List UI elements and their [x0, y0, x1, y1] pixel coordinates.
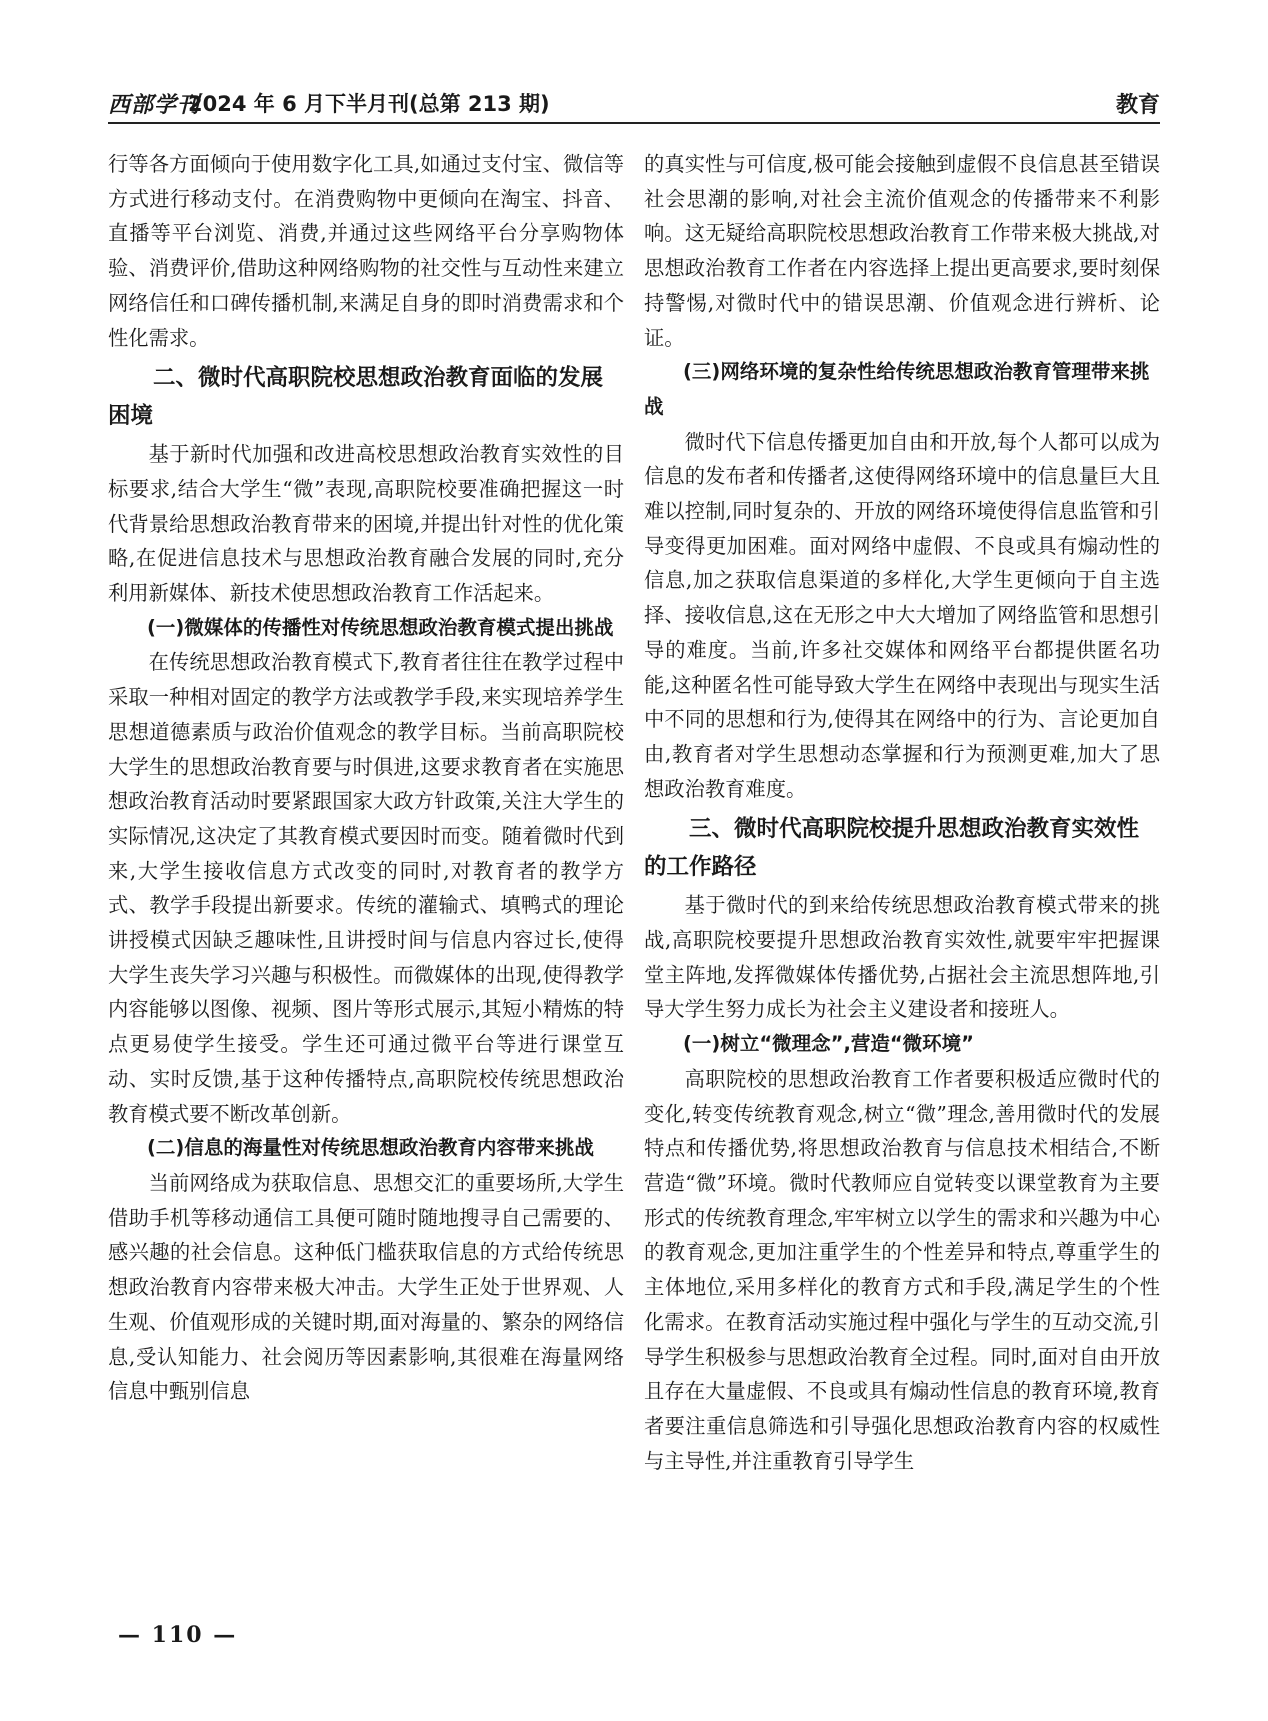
paragraph: 行等各方面倾向于使用数字化工具,如通过支付宝、微信等方式进行移动支付。在消费购物中更倾向在淘宝、抖音、直播等平台浏览、消费,并通过这些网络平台分享购物体验、消费评价,借助这种网络购物的社交性与互动性来建立网络信任和口碑传播机制,来满足自身的即时消费需求和个性化需求。 [108, 152, 624, 350]
right-column [644, 147, 1160, 1587]
paragraph: 高职院校的思想政治教育工作者要积极适应微时代的变化,转变传统教育观念,树立“微”理念,善用微时代的发展特点和传播优势,将思想政治教育与信息技术相结合,不断营造“微”环境。微时代教师应自觉转变以课堂教育为主要形式的传统教育理念,牢牢树立以学生的需求和兴趣为中心的教育观念,更加注重学生的个性差异和特点,尊重学生的主体地位,采用多样化的教育方式和手段,满足学生的个性化需求。在教育活动实施过程中强化与学生的互动交流,引导学生积极参与思想政治教育全过程。同时,面对自由开放且存在大量虚假、不良或具有煽动性信息的教育环境,教育者要注重信息筛选和引导强化思想政治教育内容的权威性与主导性,并注重教育引导学生 [644, 1066, 1160, 1473]
left-column [108, 147, 624, 1587]
subsection-heading: (二)信息的海量性对传统思想政治教育内容带来挑战 [147, 1136, 594, 1160]
issue-info: 2024 年 6 月下半月刊(总第 213 期) [188, 92, 550, 116]
journal-logo: 西部学刊 [108, 92, 201, 118]
subsection-heading: (一)微媒体的传播性对传统思想政治教育模式提出挑战 [147, 615, 614, 639]
page-number: — 110 — [118, 1622, 238, 1648]
paragraph: 的真实性与可信度,极可能会接触到虚假不良信息甚至错误社会思潮的影响,对社会主流价值观念的传播带来不利影响。这无疑给高职院校思想政治教育工作带来极大挑战,对思想政治教育工作者在内容选择上提出更高要求,要时刻保持警惕,对微时代中的错误思潮、价值观念进行辨析、论证。 [644, 152, 1160, 350]
paragraph: 在传统思想政治教育模式下,教育者往往在教学过程中采取一种相对固定的教学方法或教学手段,来实现培养学生思想道德素质与政治价值观念的教学目标。当前高职院校大学生的思想政治教育要与时俱进,这要求教育者在实施思想政治教育活动时要紧跟国家大政方针政策,关注大学生的实际情况,这决定了其教育模式要因时而变。随着微时代到来,大学生接收信息方式改变的同时,对教育者的教学方式、教学手段提出新要求。传统的灌输式、填鸭式的理论讲授模式因缺乏趣味性,且讲授时间与信息内容过长,使得大学生丧失学习兴趣与积极性。而微媒体的出现,使得教学内容能够以图像、视频、图片等形式展示,其短小精炼的特点更易使学生接受。学生还可通过微平台等进行课堂互动、实时反馈,基于这种传播特点,高职院校传统思想政治教育模式要不断改革创新。 [108, 650, 624, 1126]
page-header [108, 86, 1160, 124]
subsection-heading: (一)树立“微理念”,营造“微环境” [683, 1032, 974, 1056]
subsection-heading: (三)网络环境的复杂性给传统思想政治教育管理带来挑战 [644, 360, 1150, 418]
section-tag: 教育 [1115, 93, 1160, 118]
paragraph: 当前网络成为获取信息、思想交汇的重要场所,大学生借助手机等移动通信工具便可随时随地搜寻自己需要的、感兴趣的社会信息。这种低门槛获取信息的方式给传统思想政治教育内容带来极大冲击。大学生正处于世界观、人生观、价值观形成的关键时期,面对海量的、繁杂的网络信息,受认知能力、社会阅历等因素影响,其很难在海量网络信息中甄别信息 [108, 1170, 624, 1404]
paragraph: 微时代下信息传播更加自由和开放,每个人都可以成为信息的发布者和传播者,这使得网络环境中的信息量巨大且难以控制,同时复杂的、开放的网络环境使得信息监管和引导变得更加困难。面对网络中虚假、不良或具有煽动性的信息,加之获取信息渠道的多样化,大学生更倾向于自主选择、接收信息,这在无形之中大大增加了网络监管和思想引导的难度。当前,许多社交媒体和网络平台都提供匿名功能,这种匿名性可能导致大学生在网络中表现出与现实生活中不同的思想和行为,使得其在网络中的行为、言论更加自由,教育者对学生思想动态掌握和行为预测更难,加大了思想政治教育难度。 [644, 429, 1160, 801]
section-heading: 二、微时代高职院校思想政治教育面临的发展困境 [108, 365, 604, 430]
paragraph: 基于微时代的到来给传统思想政治教育模式带来的挑战,高职院校要提升思想政治教育实效性,就要牢牢把握课堂主阵地,发挥微媒体传播优势,占据社会主流思想阵地,引导大学生努力成长为社会主义建设者和接班人。 [644, 893, 1160, 1022]
section-heading: 三、微时代高职院校提升思想政治教育实效性的工作路径 [644, 816, 1140, 881]
paragraph: 基于新时代加强和改进高校思想政治教育实效性的目标要求,结合大学生“微”表现,高职院校要准确把握这一时代背景给思想政治教育带来的困境,并提出针对性的优化策略,在促进信息技术与思想政治教育融合发展的同时,充分利用新媒体、新技术使思想政治教育工作活起来。 [108, 442, 624, 606]
